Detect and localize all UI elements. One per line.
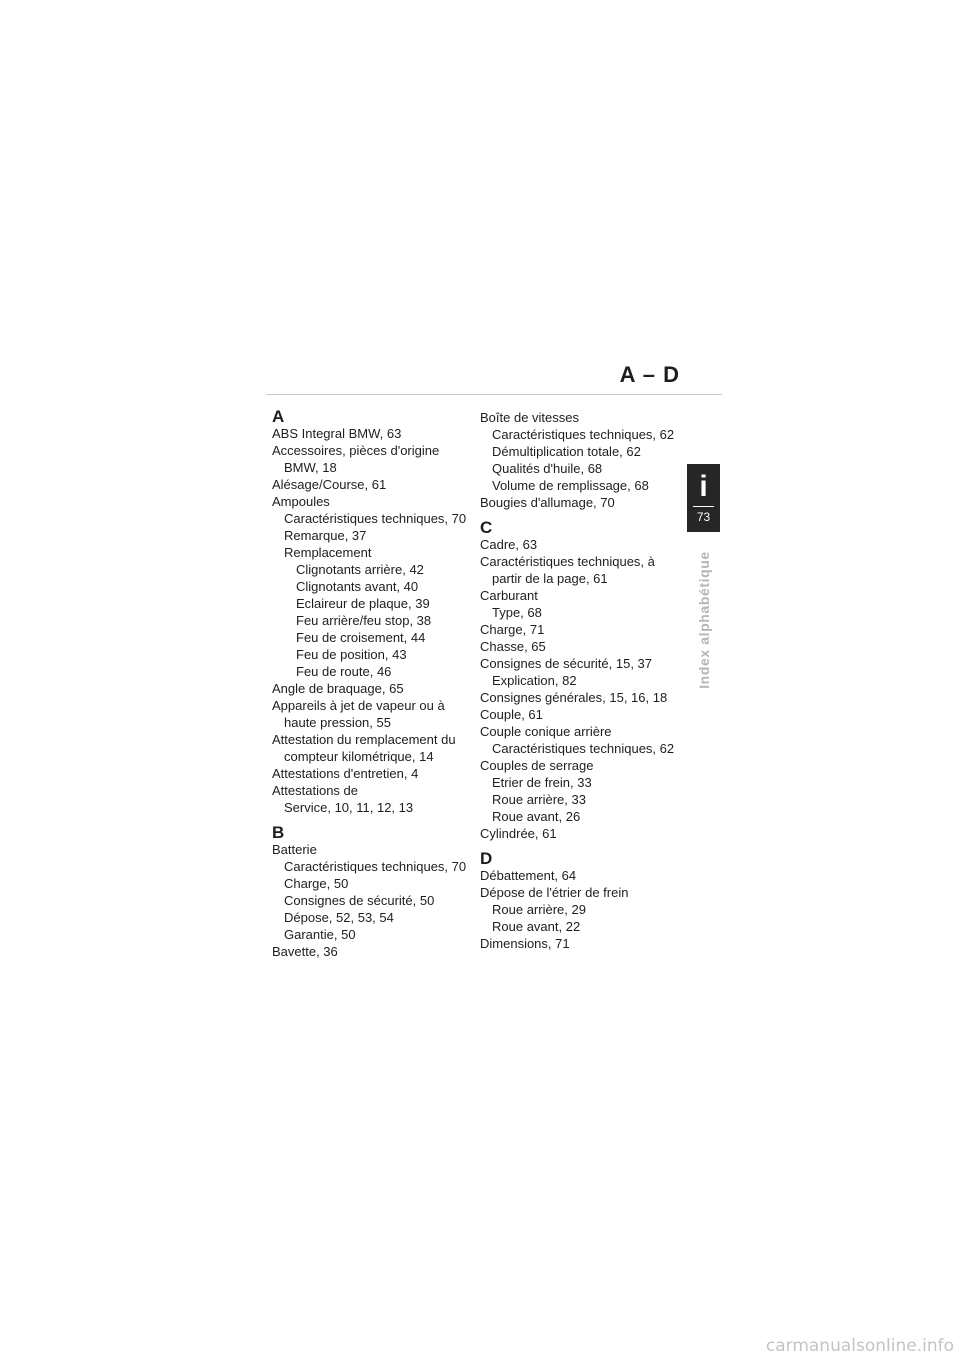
index-entry: Consignes générales, 15, 16, 18 [480, 690, 668, 705]
index-entry: Explication, 82 [492, 673, 577, 688]
index-entry: Feu de croisement, 44 [296, 630, 426, 645]
index-entry: compteur kilométrique, 14 [284, 749, 434, 764]
index-entry: ABS Integral BMW, 63 [272, 426, 402, 441]
index-entry: Alésage/Course, 61 [272, 477, 387, 492]
index-entry: partir de la page, 61 [492, 571, 608, 586]
index-entry: Qualités d'huile, 68 [492, 461, 603, 476]
index-entry: Bavette, 36 [272, 944, 338, 959]
tab-divider [693, 506, 714, 507]
index-entry: Carburant [480, 588, 538, 603]
header-divider [266, 394, 722, 395]
index-entry: Type, 68 [492, 605, 542, 620]
index-entry: Caractéristiques techniques, 70 [284, 859, 467, 874]
index-entry: Feu de route, 46 [296, 664, 392, 679]
index-entry: BMW, 18 [284, 460, 337, 475]
index-entry: Attestation du remplacement du [272, 732, 456, 747]
index-entry: Feu de position, 43 [296, 647, 407, 662]
index-entry: Dimensions, 71 [480, 936, 570, 951]
index-entry: Caractéristiques techniques, 70 [284, 511, 467, 526]
index-entry: Roue avant, 26 [492, 809, 581, 824]
index-entry: Dépose, 52, 53, 54 [284, 910, 394, 925]
index-entry: Consignes de sécurité, 50 [284, 893, 435, 908]
index-entry: Angle de braquage, 65 [272, 681, 404, 696]
index-entry: Chasse, 65 [480, 639, 546, 654]
index-entry: Roue arrière, 29 [492, 902, 586, 917]
index-entry: Clignotants avant, 40 [296, 579, 419, 594]
index-letter-heading: A [272, 407, 285, 426]
index-entry: Service, 10, 11, 12, 13 [284, 800, 414, 815]
index-letter-heading: D [480, 849, 493, 868]
index-entry: Volume de remplissage, 68 [492, 478, 649, 493]
index-entry: Garantie, 50 [284, 927, 356, 942]
index-entry: Couple, 61 [480, 707, 543, 722]
index-entry: Remplacement [284, 545, 372, 560]
index-letter-heading: B [272, 823, 285, 842]
index-entry: Cylindrée, 61 [480, 826, 557, 841]
index-entry: Cadre, 63 [480, 537, 538, 552]
index-entry: Couple conique arrière [480, 724, 612, 739]
info-icon: i [699, 470, 708, 503]
chapter-tab [687, 464, 720, 532]
index-entry: Démultiplication totale, 62 [492, 444, 641, 459]
index-entry: Feu arrière/feu stop, 38 [296, 613, 432, 628]
index-entry: Remarque, 37 [284, 528, 367, 543]
index-entry: Caractéristiques techniques, à [480, 554, 655, 569]
index-entry: Roue avant, 22 [492, 919, 581, 934]
index-entry: Clignotants arrière, 42 [296, 562, 424, 577]
index-entry: Boîte de vitesses [480, 410, 579, 425]
index-entry: Caractéristiques techniques, 62 [492, 741, 675, 756]
index-entry: Charge, 71 [480, 622, 545, 637]
page-number: 73 [696, 510, 711, 524]
index-entry: Dépose de l'étrier de frein [480, 885, 629, 900]
index-entry: Consignes de sécurité, 15, 37 [480, 656, 652, 671]
index-entry: Débattement, 64 [480, 868, 577, 883]
index-entry: Couples de serrage [480, 758, 594, 773]
index-entry: Attestations d'entretien, 4 [272, 766, 419, 781]
index-entry: Ampoules [272, 494, 330, 509]
index-entry: Attestations de [272, 783, 358, 798]
page-title: A – D [619, 362, 680, 387]
index-entry: Bougies d'allumage, 70 [480, 495, 615, 510]
index-entry: haute pression, 55 [284, 715, 391, 730]
index-column-right [480, 409, 685, 952]
index-entry: Charge, 50 [284, 876, 349, 891]
index-entry: Etrier de frein, 33 [492, 775, 592, 790]
index-entry: Roue arrière, 33 [492, 792, 586, 807]
index-column-left [272, 409, 477, 960]
index-entry: Eclaireur de plaque, 39 [296, 596, 430, 611]
index-letter-heading: C [480, 518, 493, 537]
index-entry: Batterie [272, 842, 317, 857]
footer-watermark: carmanualsonline.info [765, 1336, 954, 1356]
index-entry: Appareils à jet de vapeur ou à [272, 698, 445, 713]
index-entry: Caractéristiques techniques, 62 [492, 427, 675, 442]
index-entry: Accessoires, pièces d'origine [272, 443, 440, 458]
chapter-label: Index alphabétique [696, 551, 712, 689]
